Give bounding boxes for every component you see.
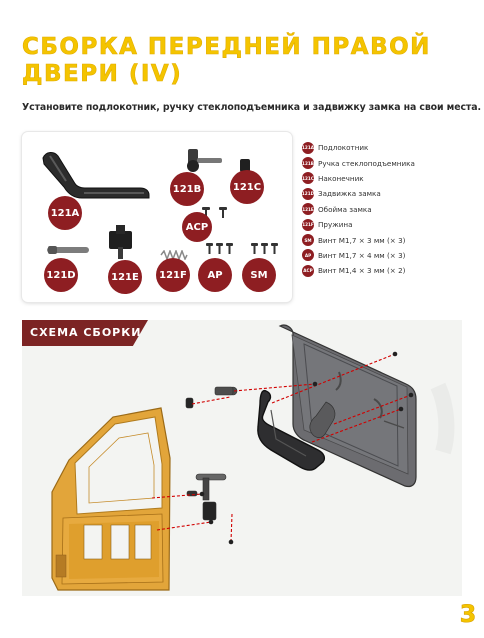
screws-part-icon [248, 242, 282, 256]
legend-row-121B [302, 155, 477, 170]
legend-row-SM [302, 232, 477, 247]
legend-text-121C: Наконечник [318, 173, 364, 183]
legend-row-ACP [302, 263, 477, 278]
part-badge-121E: 121E [108, 260, 142, 294]
page-number: 3 [459, 600, 477, 628]
armrest-part-icon [36, 146, 156, 202]
legend-row-121C [302, 171, 477, 186]
legend-row-121D [302, 186, 477, 201]
legend-badge-121F: 121F [302, 219, 314, 231]
legend-badge-121B: 121B [302, 157, 314, 169]
legend-row-121E [302, 202, 477, 217]
door-frame-illustration [52, 408, 170, 590]
screws-part-icon [203, 242, 237, 256]
legend-badge-121A: 121A [302, 142, 314, 154]
section-heading: СХЕМА СБОРКИ [30, 326, 142, 339]
legend-badge-121D: 121D [302, 188, 314, 200]
latch-holder-part-icon [106, 223, 136, 261]
legend-row-121A [302, 140, 477, 155]
part-badge-121C: 121C [230, 170, 264, 204]
part-badge-121D: 121D [44, 258, 78, 292]
legend-text-ACP: Винт М1,4 × 3 мм (× 2) [318, 266, 406, 276]
legend-text-AP: Винт М1,7 × 4 мм (× 3) [318, 250, 406, 260]
legend-text-SM: Винт М1,7 × 3 мм (× 3) [318, 235, 406, 245]
legend-text-121F: Пружина [318, 220, 353, 230]
part-badge-121A: 121A [48, 196, 82, 230]
part-badge-121B: 121B [170, 172, 204, 206]
legend-row-AP [302, 248, 477, 263]
assembly-diagram [22, 320, 462, 596]
parts-legend [302, 140, 477, 279]
page-title-line-1: СБОРКА ПЕРЕДНЕЙ ПРАВОЙ [22, 34, 431, 60]
legend-badge-121C: 121C [302, 172, 314, 184]
legend-badge-121E: 121E [302, 203, 314, 215]
page-title-line-2: ДВЕРИ (IV) [22, 61, 183, 87]
legend-badge-AP: AP [302, 249, 314, 261]
legend-badge-SM: SM [302, 234, 314, 246]
legend-badge-ACP: ACP [302, 265, 314, 277]
part-badge-SM: SM [242, 258, 276, 292]
instruction-subtitle: Установите подлокотник, ручку стеклоподъемника и задвижку замка на свои места. [22, 102, 481, 113]
latch-bolt-part-icon [44, 244, 94, 256]
legend-text-121D: Задвижка замка [318, 189, 381, 199]
part-badge-AP: AP [198, 258, 232, 292]
part-badge-ACP: ACP [182, 212, 212, 242]
legend-row-121F [302, 217, 477, 232]
legend-text-121E: Обойма замка [318, 204, 372, 214]
legend-text-121A: Подлокотник [318, 143, 369, 153]
window-crank-part-icon [178, 146, 224, 174]
legend-text-121B: Ручка стеклоподъемника [318, 158, 415, 168]
parts-panel [22, 132, 292, 302]
page-title [22, 34, 462, 88]
part-badge-121F: 121F [156, 258, 190, 292]
